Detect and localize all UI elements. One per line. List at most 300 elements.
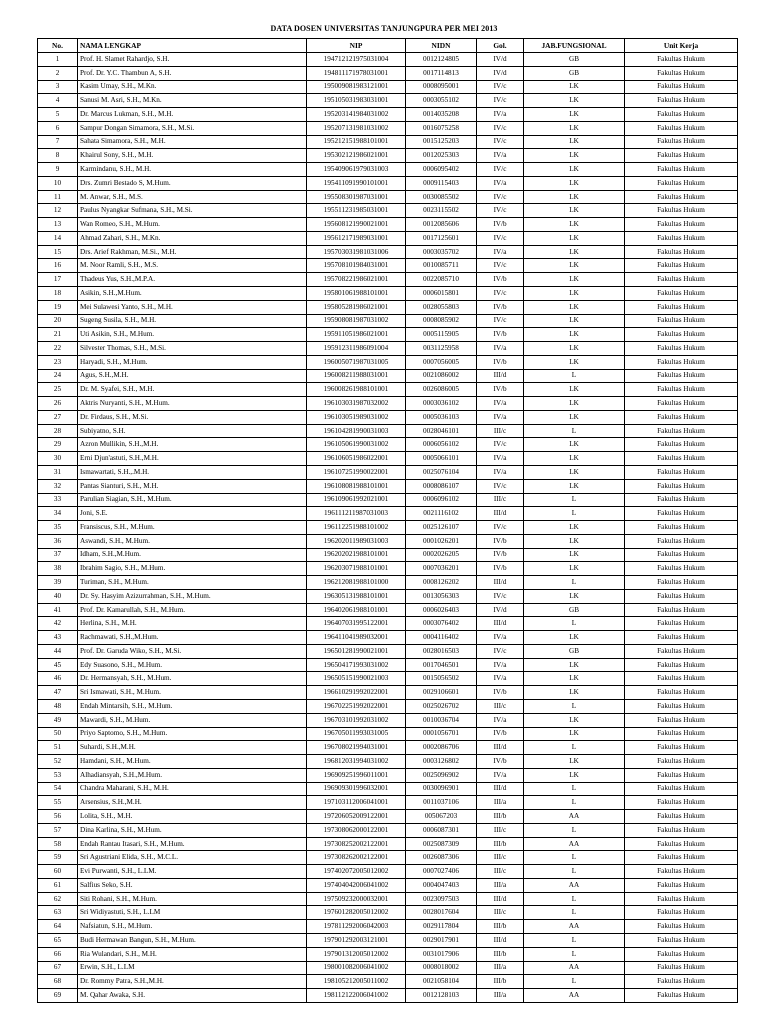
table-row [38, 906, 738, 920]
row-number: 18 [38, 287, 78, 301]
nip-value: 195511231985031001 [307, 204, 406, 218]
lecturer-name: Subiyatno, S.H. [78, 424, 307, 438]
unit-kerja-value: Fakultas Hukum [625, 80, 738, 94]
gol-value: IV/c [477, 314, 524, 328]
table-row [38, 837, 738, 851]
unit-kerja-value: Fakultas Hukum [625, 534, 738, 548]
nidn-value: 0012124805 [406, 53, 477, 67]
gol-value: III/a [477, 796, 524, 810]
gol-value: III/c [477, 851, 524, 865]
lecturer-name: Hamdani, S.H., M.Hum. [78, 755, 307, 769]
nip-value: 195212151988101001 [307, 135, 406, 149]
nip-value: 196109061992021001 [307, 493, 406, 507]
table-row [38, 452, 738, 466]
gol-value: III/a [477, 961, 524, 975]
table-row [38, 713, 738, 727]
gol-value: IV/b [477, 562, 524, 576]
row-number: 27 [38, 410, 78, 424]
nip-value: 196103031987032002 [307, 397, 406, 411]
unit-kerja-value: Fakultas Hukum [625, 631, 738, 645]
lecturer-name: Chandra Maharani, S.H., M.H. [78, 782, 307, 796]
jab-fungsional-value: LK [524, 245, 625, 259]
unit-kerja-value: Fakultas Hukum [625, 658, 738, 672]
row-number: 17 [38, 273, 78, 287]
gol-value: IV/b [477, 534, 524, 548]
lecturer-name: Sanusi M. Asri, S.H., M.Kn. [78, 94, 307, 108]
jab-fungsional-value: L [524, 934, 625, 948]
row-number: 35 [38, 521, 78, 535]
gol-value: III/c [477, 906, 524, 920]
nidn-value: 0010036704 [406, 713, 477, 727]
jab-fungsional-value: L [524, 947, 625, 961]
nip-value: 197103112006041001 [307, 796, 406, 810]
unit-kerja-value: Fakultas Hukum [625, 410, 738, 424]
nip-value: 198001082006041002 [307, 961, 406, 975]
jab-fungsional-value: AA [524, 878, 625, 892]
nidn-value: 0009115403 [406, 176, 477, 190]
gol-value: IV/c [477, 204, 524, 218]
row-number: 21 [38, 328, 78, 342]
table-row [38, 851, 738, 865]
lecturer-name: Aswandi, S.H., M.Hum. [78, 534, 307, 548]
nidn-value: 0015056502 [406, 672, 477, 686]
nip-value: 195009081983121001 [307, 80, 406, 94]
gol-value: III/c [477, 823, 524, 837]
table-row [38, 920, 738, 934]
lecturer-name: Parulian Siagian, S.H., M.Hum. [78, 493, 307, 507]
row-number: 12 [38, 204, 78, 218]
lecturer-name: Suhardi, S.H.,M.H. [78, 741, 307, 755]
nip-value: 196108081988101001 [307, 479, 406, 493]
nidn-value: 0025076104 [406, 465, 477, 479]
gol-value: IV/c [477, 521, 524, 535]
column-header-jab-fungsional: JAB.FUNGSIONAL [524, 39, 625, 53]
table-row [38, 493, 738, 507]
jab-fungsional-value: LK [524, 108, 625, 122]
jab-fungsional-value: LK [524, 727, 625, 741]
unit-kerja-value: Fakultas Hukum [625, 163, 738, 177]
lecturer-name: Prof. Dr. Kamarullah, S.H., M.Hum. [78, 603, 307, 617]
nidn-value: 0017114813 [406, 66, 477, 80]
unit-kerja-value: Fakultas Hukum [625, 452, 738, 466]
table-row [38, 273, 738, 287]
lecturer-name: Dr. Rommy Patra, S.H.,M.H. [78, 975, 307, 989]
lecturer-name: Erni Djun'astuti, S.H.,M.H. [78, 452, 307, 466]
lecturer-name: Silvester Thomas, S.H., M.Si. [78, 342, 307, 356]
nip-value: 195805281986021001 [307, 300, 406, 314]
jab-fungsional-value: AA [524, 810, 625, 824]
row-number: 22 [38, 342, 78, 356]
gol-value: III/c [477, 699, 524, 713]
table-row [38, 259, 738, 273]
table-row [38, 410, 738, 424]
nidn-value: 005067203 [406, 810, 477, 824]
table-row [38, 465, 738, 479]
jab-fungsional-value: LK [524, 397, 625, 411]
gol-value: IV/c [477, 644, 524, 658]
jab-fungsional-value: LK [524, 190, 625, 204]
table-row [38, 108, 738, 122]
unit-kerja-value: Fakultas Hukum [625, 493, 738, 507]
unit-kerja-value: Fakultas Hukum [625, 328, 738, 342]
row-number: 38 [38, 562, 78, 576]
nip-value: 195612171989031001 [307, 231, 406, 245]
table-row [38, 548, 738, 562]
jab-fungsional-value: L [524, 782, 625, 796]
jab-fungsional-value: LK [524, 121, 625, 135]
unit-kerja-value: Fakultas Hukum [625, 989, 738, 1003]
nip-value: 196501281990021001 [307, 644, 406, 658]
jab-fungsional-value: LK [524, 204, 625, 218]
lecturer-name: Khairul Sony, S.H., M.H. [78, 149, 307, 163]
gol-value: IV/c [477, 94, 524, 108]
jab-fungsional-value: L [524, 493, 625, 507]
row-number: 29 [38, 438, 78, 452]
nip-value: 196107251990022001 [307, 465, 406, 479]
lecturer-name: M. Anwar, S.H., M.S. [78, 190, 307, 204]
row-number: 59 [38, 851, 78, 865]
nidn-value: 0007027406 [406, 865, 477, 879]
gol-value: IV/a [477, 149, 524, 163]
table-row [38, 521, 738, 535]
lecturer-name: Alhadiansyah, S.H.,M.Hum. [78, 768, 307, 782]
nidn-value: 0006096102 [406, 493, 477, 507]
lecturer-name: Siti Rohani, S.H., M.Hum. [78, 892, 307, 906]
nidn-value: 0025026702 [406, 699, 477, 713]
column-header-nidn: NIDN [406, 39, 477, 53]
nip-value: 197206052009122001 [307, 810, 406, 824]
row-number: 63 [38, 906, 78, 920]
gol-value: IV/a [477, 410, 524, 424]
jab-fungsional-value: GB [524, 66, 625, 80]
jab-fungsional-value: LK [524, 231, 625, 245]
nidn-value: 0008086107 [406, 479, 477, 493]
jab-fungsional-value: LK [524, 163, 625, 177]
lecturer-name: Drs. Arief Rakhman, M.Si., M.H. [78, 245, 307, 259]
unit-kerja-value: Fakultas Hukum [625, 617, 738, 631]
jab-fungsional-value: LK [524, 658, 625, 672]
row-number: 39 [38, 576, 78, 590]
row-number: 43 [38, 631, 78, 645]
jab-fungsional-value: LK [524, 149, 625, 163]
nidn-value: 0008095001 [406, 80, 477, 94]
gol-value: IV/c [477, 231, 524, 245]
gol-value: IV/b [477, 548, 524, 562]
lecturer-name: Dina Karlina, S.H., M.Hum. [78, 823, 307, 837]
unit-kerja-value: Fakultas Hukum [625, 782, 738, 796]
lecturer-name: Salfius Seko, S.H. [78, 878, 307, 892]
lecturer-name: Dr. M. Syafei, S.H., M.H. [78, 383, 307, 397]
lecturer-name: Arsensius, S.H.,M.H. [78, 796, 307, 810]
row-number: 33 [38, 493, 78, 507]
nidn-value: 0001056701 [406, 727, 477, 741]
row-number: 9 [38, 163, 78, 177]
nidn-value: 0030096901 [406, 782, 477, 796]
nidn-value: 0002026205 [406, 548, 477, 562]
unit-kerja-value: Fakultas Hukum [625, 149, 738, 163]
nidn-value: 0007036201 [406, 562, 477, 576]
table-row [38, 755, 738, 769]
table-row [38, 300, 738, 314]
table-row [38, 328, 738, 342]
nidn-value: 0021086002 [406, 369, 477, 383]
lecturer-name: Fransiscus, S.H., M.Hum. [78, 521, 307, 535]
unit-kerja-value: Fakultas Hukum [625, 934, 738, 948]
unit-kerja-value: Fakultas Hukum [625, 851, 738, 865]
row-number: 14 [38, 231, 78, 245]
table-row [38, 424, 738, 438]
nidn-value: 0016075258 [406, 121, 477, 135]
gol-value: IV/b [477, 755, 524, 769]
unit-kerja-value: Fakultas Hukum [625, 94, 738, 108]
nidn-value: 0012025303 [406, 149, 477, 163]
row-number: 40 [38, 589, 78, 603]
table-row [38, 135, 738, 149]
row-number: 26 [38, 397, 78, 411]
gol-value: IV/c [477, 589, 524, 603]
nip-value: 196407031995122001 [307, 617, 406, 631]
jab-fungsional-value: LK [524, 410, 625, 424]
nidn-value: 0028055803 [406, 300, 477, 314]
nidn-value: 0026086005 [406, 383, 477, 397]
jab-fungsional-value: LK [524, 452, 625, 466]
nip-value: 197509232000032001 [307, 892, 406, 906]
table-row [38, 66, 738, 80]
nidn-value: 0006056102 [406, 438, 477, 452]
row-number: 7 [38, 135, 78, 149]
nidn-value: 0021058104 [406, 975, 477, 989]
lecturer-name: Dr. Firdaus, S.H., M.Si. [78, 410, 307, 424]
lecturer-name: Dr. Hermansyah, S.H., M.Hum. [78, 672, 307, 686]
gol-value: IV/b [477, 300, 524, 314]
nidn-value: 0008018002 [406, 961, 477, 975]
lecturer-name: Dr. Sy. Hasyim Azizurrahman, S.H., M.Hum. [78, 589, 307, 603]
unit-kerja-value: Fakultas Hukum [625, 218, 738, 232]
table-row [38, 947, 738, 961]
gol-value: III/a [477, 878, 524, 892]
gol-value: IV/a [477, 342, 524, 356]
jab-fungsional-value: LK [524, 80, 625, 94]
row-number: 11 [38, 190, 78, 204]
row-number: 61 [38, 878, 78, 892]
nidn-value: 0005115905 [406, 328, 477, 342]
nip-value: 195703031981031006 [307, 245, 406, 259]
nidn-value: 0006095402 [406, 163, 477, 177]
unit-kerja-value: Fakultas Hukum [625, 837, 738, 851]
unit-kerja-value: Fakultas Hukum [625, 768, 738, 782]
nip-value: 196105061990031002 [307, 438, 406, 452]
unit-kerja-value: Fakultas Hukum [625, 507, 738, 521]
nip-value: 195302121986021001 [307, 149, 406, 163]
jab-fungsional-value: LK [524, 686, 625, 700]
gol-value: III/d [477, 369, 524, 383]
unit-kerja-value: Fakultas Hukum [625, 892, 738, 906]
unit-kerja-value: Fakultas Hukum [625, 920, 738, 934]
gol-value: IV/a [477, 176, 524, 190]
nip-value: 194811171978031001 [307, 66, 406, 80]
nip-value: 195508301987031001 [307, 190, 406, 204]
table-row [38, 603, 738, 617]
table-row [38, 53, 738, 67]
table-header-row [38, 39, 738, 53]
column-header-nip: NIP [307, 39, 406, 53]
unit-kerja-value: Fakultas Hukum [625, 699, 738, 713]
jab-fungsional-value: LK [524, 672, 625, 686]
nip-value: 196610291992022001 [307, 686, 406, 700]
lecturer-name: Idham, S.H.,M.Hum. [78, 548, 307, 562]
nip-value: 197308252002122001 [307, 837, 406, 851]
row-number: 2 [38, 66, 78, 80]
unit-kerja-value: Fakultas Hukum [625, 865, 738, 879]
lecturer-name: Karmindanu, S.H., M.H. [78, 163, 307, 177]
row-number: 36 [38, 534, 78, 548]
row-number: 25 [38, 383, 78, 397]
nip-value: 196702251992022001 [307, 699, 406, 713]
jab-fungsional-value: GB [524, 603, 625, 617]
nip-value: 196202021988101001 [307, 548, 406, 562]
gol-value: IV/b [477, 273, 524, 287]
row-number: 44 [38, 644, 78, 658]
gol-value: IV/d [477, 53, 524, 67]
gol-value: IV/c [477, 287, 524, 301]
unit-kerja-value: Fakultas Hukum [625, 355, 738, 369]
jab-fungsional-value: LK [524, 259, 625, 273]
nidn-value: 0029106601 [406, 686, 477, 700]
nip-value: 195608121990021001 [307, 218, 406, 232]
unit-kerja-value: Fakultas Hukum [625, 975, 738, 989]
gol-value: IV/b [477, 328, 524, 342]
gol-value: III/b [477, 810, 524, 824]
row-number: 16 [38, 259, 78, 273]
row-number: 13 [38, 218, 78, 232]
unit-kerja-value: Fakultas Hukum [625, 589, 738, 603]
nip-value: 196909251996011001 [307, 768, 406, 782]
unit-kerja-value: Fakultas Hukum [625, 108, 738, 122]
lecturer-name: Azron Mullikin, S.H.,M.H. [78, 438, 307, 452]
unit-kerja-value: Fakultas Hukum [625, 947, 738, 961]
gol-value: III/b [477, 975, 524, 989]
row-number: 60 [38, 865, 78, 879]
gol-value: IV/a [477, 397, 524, 411]
nip-value: 195708221986021001 [307, 273, 406, 287]
nip-value: 198112122006041002 [307, 989, 406, 1003]
table-row [38, 204, 738, 218]
nip-value: 197402072005012002 [307, 865, 406, 879]
nidn-value: 0008085902 [406, 314, 477, 328]
table-row [38, 534, 738, 548]
gol-value: IV/b [477, 727, 524, 741]
table-row [38, 218, 738, 232]
gol-value: IV/b [477, 355, 524, 369]
nip-value: 196106051986022001 [307, 452, 406, 466]
unit-kerja-value: Fakultas Hukum [625, 438, 738, 452]
row-number: 53 [38, 768, 78, 782]
nip-value: 196111211987031003 [307, 507, 406, 521]
jab-fungsional-value: LK [524, 383, 625, 397]
jab-fungsional-value: AA [524, 989, 625, 1003]
row-number: 31 [38, 465, 78, 479]
gol-value: IV/c [477, 80, 524, 94]
row-number: 24 [38, 369, 78, 383]
jab-fungsional-value: LK [524, 355, 625, 369]
table-row [38, 989, 738, 1003]
unit-kerja-value: Fakultas Hukum [625, 300, 738, 314]
gol-value: IV/b [477, 383, 524, 397]
gol-value: IV/c [477, 479, 524, 493]
unit-kerja-value: Fakultas Hukum [625, 176, 738, 190]
page-title: DATA DOSEN UNIVERSITAS TANJUNGPURA PER MEI 2013 [270, 24, 498, 33]
gol-value: III/d [477, 892, 524, 906]
lecturer-name: Prof. H. Slamet Rahardjo, S.H. [78, 53, 307, 67]
jab-fungsional-value: LK [524, 176, 625, 190]
gol-value: IV/a [477, 713, 524, 727]
jab-fungsional-value: LK [524, 94, 625, 108]
nidn-value: 0028046101 [406, 424, 477, 438]
nip-value: 197811292006042003 [307, 920, 406, 934]
nidn-value: 0028016503 [406, 644, 477, 658]
gol-value: IV/d [477, 66, 524, 80]
unit-kerja-value: Fakultas Hukum [625, 741, 738, 755]
unit-kerja-value: Fakultas Hukum [625, 397, 738, 411]
row-number: 51 [38, 741, 78, 755]
unit-kerja-value: Fakultas Hukum [625, 66, 738, 80]
table-row [38, 672, 738, 686]
nidn-value: 0031125958 [406, 342, 477, 356]
table-row [38, 342, 738, 356]
nidn-value: 0007056005 [406, 355, 477, 369]
unit-kerja-value: Fakultas Hukum [625, 521, 738, 535]
jab-fungsional-value: LK [524, 300, 625, 314]
nidn-value: 0006087301 [406, 823, 477, 837]
unit-kerja-value: Fakultas Hukum [625, 755, 738, 769]
table-row [38, 823, 738, 837]
nip-value: 197901312005012002 [307, 947, 406, 961]
gol-value: IV/c [477, 259, 524, 273]
unit-kerja-value: Fakultas Hukum [625, 424, 738, 438]
gol-value: IV/c [477, 135, 524, 149]
lecturer-name: Joni, S.E. [78, 507, 307, 521]
column-header-gol: Gol. [477, 39, 524, 53]
gol-value: III/b [477, 920, 524, 934]
table-row [38, 287, 738, 301]
nip-value: 196112251988101002 [307, 521, 406, 535]
nidn-value: 0017046501 [406, 658, 477, 672]
unit-kerja-value: Fakultas Hukum [625, 231, 738, 245]
unit-kerja-value: Fakultas Hukum [625, 259, 738, 273]
row-number: 41 [38, 603, 78, 617]
jab-fungsional-value: L [524, 576, 625, 590]
jab-fungsional-value: LK [524, 479, 625, 493]
table-row [38, 727, 738, 741]
unit-kerja-value: Fakultas Hukum [625, 603, 738, 617]
jab-fungsional-value: GB [524, 53, 625, 67]
jab-fungsional-value: LK [524, 135, 625, 149]
nidn-value: 0011037106 [406, 796, 477, 810]
jab-fungsional-value: L [524, 975, 625, 989]
row-number: 30 [38, 452, 78, 466]
lecturer-name: Endah Mintarsih, S.H., M.Hum. [78, 699, 307, 713]
column-header-unit-kerja: Unit Kerja [625, 39, 738, 53]
table-row [38, 479, 738, 493]
nidn-value: 0003055102 [406, 94, 477, 108]
unit-kerja-value: Fakultas Hukum [625, 713, 738, 727]
unit-kerja-value: Fakultas Hukum [625, 548, 738, 562]
nip-value: 195207131981031002 [307, 121, 406, 135]
lecturer-name: Nafsiatun, S.H., M.Hum. [78, 920, 307, 934]
table-row [38, 741, 738, 755]
row-number: 10 [38, 176, 78, 190]
table-row [38, 80, 738, 94]
